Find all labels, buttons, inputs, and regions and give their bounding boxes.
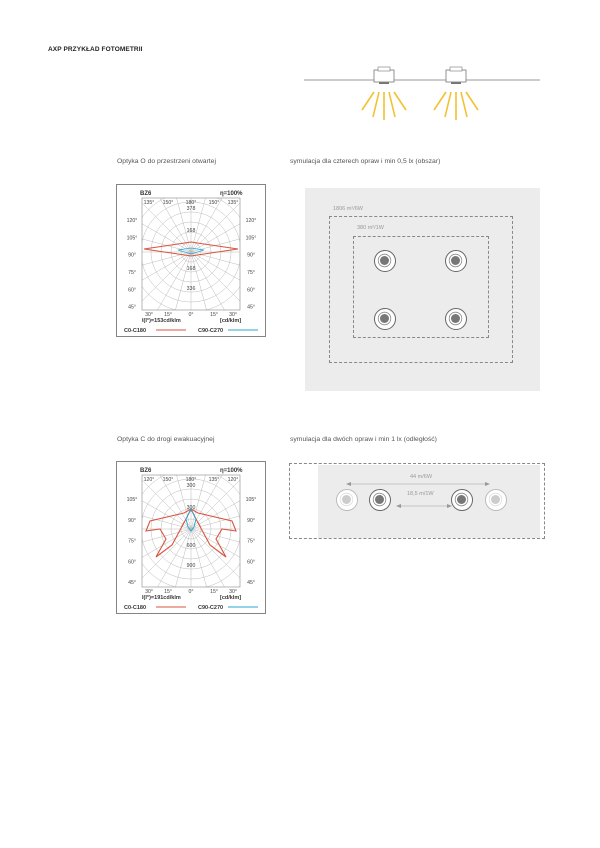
angle-label: 90° xyxy=(128,517,136,524)
angle-label: 120° xyxy=(126,218,138,224)
angle-label: 105° xyxy=(245,497,257,503)
outer-area-label: 1806 m²/6W xyxy=(333,206,363,212)
light-beam-icon xyxy=(362,92,478,120)
unit-label: [cd/klm] xyxy=(220,318,242,324)
diagram1-caption: Optyka O do przestrzeni otwartej xyxy=(117,158,216,165)
ring-value-label: 300 xyxy=(186,483,196,489)
ring-value-label: 168 xyxy=(186,266,196,272)
angle-label: 15° xyxy=(164,312,172,318)
legend-c90: C90-C270 xyxy=(198,328,224,334)
angle-label: 0° xyxy=(188,312,194,318)
diagram-efficiency: η=100% xyxy=(220,468,243,474)
diagram-code: BZ6 xyxy=(140,468,152,474)
inner-area-outline xyxy=(353,236,489,338)
luminaire-ghost-icon xyxy=(485,489,507,511)
angle-label: 30° xyxy=(145,589,153,595)
ring-value-label: 378 xyxy=(186,206,196,212)
legend-c0: C0-C180 xyxy=(124,605,147,611)
angle-label: 15° xyxy=(210,312,218,318)
inner-area-label: 380 m²/1W xyxy=(357,225,384,231)
diagram2-caption: Optyka C do drogi ewakuacyjnej xyxy=(117,436,215,443)
simulation-area-panel xyxy=(305,188,540,391)
angle-label: 60° xyxy=(128,287,136,294)
angle-label: 120° xyxy=(227,477,239,483)
ring-value-label: 600 xyxy=(186,543,196,549)
angle-label: 150° xyxy=(162,477,174,483)
angle-label: 45° xyxy=(128,580,136,587)
intensity-unit: I(I°)=191cd/klm xyxy=(142,595,181,601)
angle-label: 45° xyxy=(247,580,255,587)
outer-distance-label: 44 m/6W xyxy=(410,474,433,480)
angle-label: 120° xyxy=(245,218,257,224)
angle-label: 180° xyxy=(185,477,197,483)
angle-label: 135° xyxy=(143,200,155,206)
angle-label: 135° xyxy=(227,200,239,206)
angle-label: 75° xyxy=(128,270,136,276)
inner-distance-label: 18,5 m/1W xyxy=(407,491,434,497)
photometric-diagram-1 xyxy=(116,184,266,337)
photometric-diagram-2 xyxy=(116,461,266,614)
legend-c90: C90-C270 xyxy=(198,605,224,611)
angle-label: 60° xyxy=(247,287,255,294)
ring-value-label: 900 xyxy=(186,563,196,569)
angle-label: 30° xyxy=(229,589,237,595)
angle-label: 105° xyxy=(126,235,138,242)
angle-label: 45° xyxy=(247,304,255,311)
ring-value-label: 300 xyxy=(186,505,196,511)
angle-label: 90° xyxy=(247,517,255,524)
unit-label: [cd/klm] xyxy=(220,595,242,601)
angle-label: 15° xyxy=(210,589,218,595)
fixture-icon xyxy=(446,67,466,84)
luminaire-icon xyxy=(445,308,467,330)
angle-label: 105° xyxy=(126,497,138,503)
luminaire-icon xyxy=(445,250,467,272)
angle-label: 180° xyxy=(185,200,197,206)
angle-label: 15° xyxy=(164,589,172,595)
angle-label: 90° xyxy=(128,252,136,259)
angle-label: 60° xyxy=(128,559,136,566)
intensity-unit: I(I°)=153cd/klm xyxy=(142,318,181,324)
ring-value-label: 168 xyxy=(186,228,196,234)
angle-label: 45° xyxy=(128,304,136,311)
angle-label: 150° xyxy=(208,200,220,206)
luminaire-ghost-icon xyxy=(336,489,358,511)
angle-label: 75° xyxy=(128,538,136,545)
luminaire-icon xyxy=(369,489,391,511)
angle-label: 0° xyxy=(188,589,194,595)
angle-label: 60° xyxy=(247,559,255,566)
angle-label: 30° xyxy=(145,312,153,318)
fixture-icon xyxy=(374,67,394,84)
angle-label: 90° xyxy=(247,252,255,259)
luminaire-icon xyxy=(451,489,473,511)
simulation2-caption: symulacja dla dwóch opraw i min 1 lx (odległość) xyxy=(290,436,437,443)
angle-label: 120° xyxy=(143,477,155,483)
page-title: AXP PRZYKŁAD FOTOMETRII xyxy=(48,46,143,53)
luminaire-icon xyxy=(374,308,396,330)
angle-label: 150° xyxy=(162,200,174,206)
legend-c0: C0-C180 xyxy=(124,328,147,334)
angle-label: 75° xyxy=(247,270,255,276)
luminaire-icon xyxy=(374,250,396,272)
ring-value-label: 336 xyxy=(186,286,196,292)
angle-label: 75° xyxy=(247,538,255,545)
diagram-code: BZ6 xyxy=(140,191,152,197)
simulation1-caption: symulacja dla czterech opraw i min 0,5 lx (obszar) xyxy=(290,158,441,165)
angle-label: 135° xyxy=(208,477,220,483)
angle-label: 105° xyxy=(245,235,257,242)
angle-label: 30° xyxy=(229,312,237,318)
ceiling-illustration xyxy=(300,62,545,124)
diagram-efficiency: η=100% xyxy=(220,191,243,197)
